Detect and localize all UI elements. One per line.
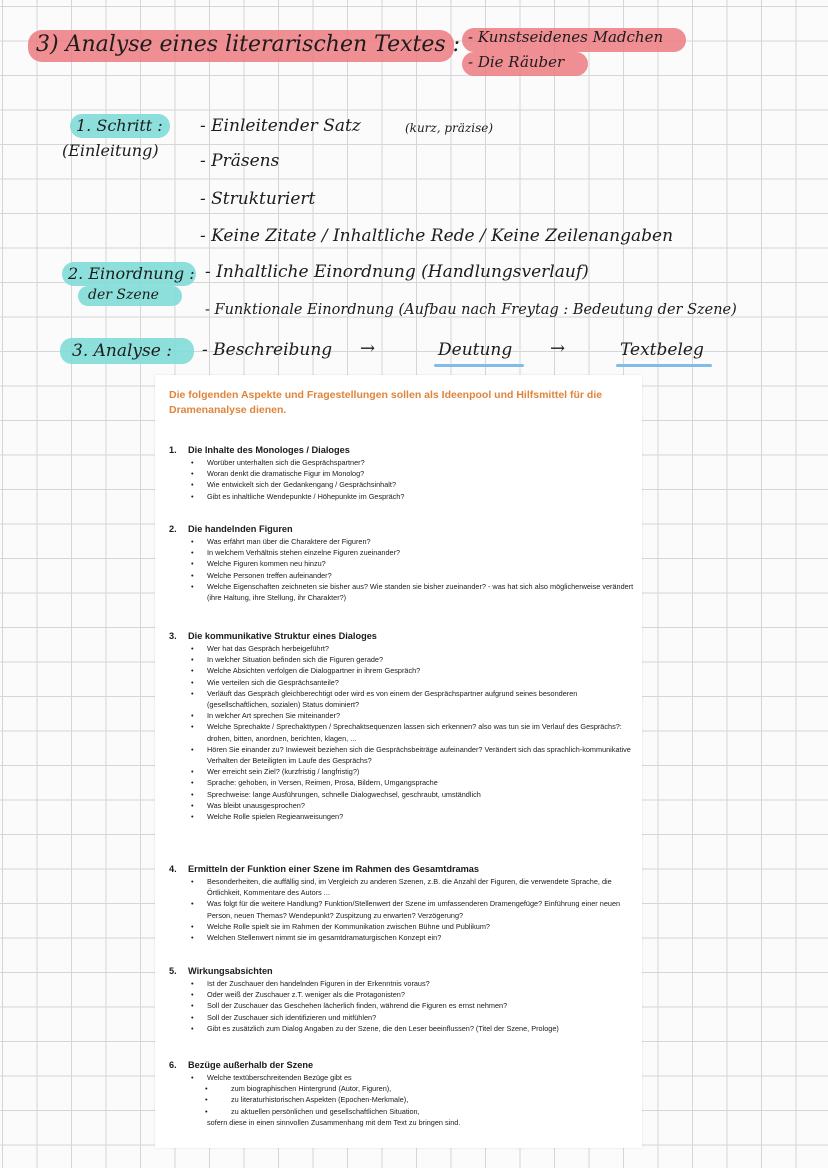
list-item: • Wer erreicht sein Ziel? (kurzfristig / langfristig?) bbox=[169, 766, 639, 777]
section-title: Die handelnden Figuren bbox=[188, 524, 293, 534]
section-title: Bezüge außerhalb der Szene bbox=[188, 1060, 314, 1070]
list-item: • Welche Rolle spielen Regieanweisungen? bbox=[169, 811, 639, 822]
step2-sublabel: der Szene bbox=[88, 287, 159, 303]
step2-label: 2. Einordnung : bbox=[68, 264, 195, 283]
printed-worksheet bbox=[155, 375, 642, 1148]
section-heading bbox=[169, 522, 639, 536]
page-title: 3) Analyse eines literarischen Textes : bbox=[36, 32, 461, 57]
list-item: • Welche Sprechakte / Sprechakttypen / Sprechaktsequenzen lassen sich erkennen? also was tun sie im Verlauf des Gesprächs?: drohen, bitten, anordnen, berichten, klagen, ... bbox=[169, 721, 639, 743]
list-item: • Welchen Stellenwert nimmt sie im gesamtdramaturgischen Konzept ein? bbox=[169, 932, 639, 943]
section-number: 6. bbox=[169, 1060, 177, 1070]
list-item: • Soll der Zuschauer das Geschehen lächerlich finden, während die Figuren es ernst nehmen? bbox=[169, 1000, 639, 1011]
list-item: • Was bleibt unausgesprochen? bbox=[169, 800, 639, 811]
step3-description: - Beschreibung bbox=[202, 340, 333, 360]
step3-label: 3. Analyse : bbox=[72, 341, 172, 361]
list-subitem: • zum biographischen Hintergrund (Autor, Figuren), bbox=[169, 1083, 639, 1094]
step1-label: 1. Schritt : bbox=[76, 116, 163, 135]
worksheet-section bbox=[169, 1058, 639, 1128]
section-number: 2. bbox=[169, 524, 177, 534]
textbeleg-underline bbox=[616, 364, 712, 367]
section-heading bbox=[169, 443, 639, 457]
list-item: • Woran denkt die dramatische Figur im Monolog? bbox=[169, 468, 639, 479]
list-item: • Worüber unterhalten sich die Gesprächspartner? bbox=[169, 457, 639, 468]
list-item: • Verläuft das Gespräch gleichberechtigt oder wird es von einem der Gesprächspartner aufgrund seines besonderen (gesellschaftlichen, sozialen) Status dominiert? bbox=[169, 688, 639, 710]
section-heading bbox=[169, 1058, 639, 1072]
section-number: 3. bbox=[169, 631, 177, 641]
list-subitem: • zu aktuellen persönlichen und gesellschaftlichen Situation, bbox=[169, 1106, 639, 1117]
list-item: • In welcher Art sprechen Sie miteinander? bbox=[169, 710, 639, 721]
list-item: • Gibt es zusätzlich zum Dialog Angaben zu der Szene, die den Leser beeinflussen? (Titel der Szene, Prologe) bbox=[169, 1023, 639, 1034]
list-item: • Besonderheiten, die auffällig sind, im Vergleich zu anderen Szenen, z.B. die Anzahl der Figuren, die verwendete Sprache, die Örtlichkeit, Kommentare des Autors ... bbox=[169, 876, 639, 898]
source-item: - Kunstseidenes Madchen bbox=[468, 28, 664, 46]
step3-interpretation: Deutung bbox=[438, 340, 513, 360]
worksheet-section bbox=[169, 862, 639, 943]
list-item: • Welche Absichten verfolgen die Dialogpartner in ihrem Gespräch? bbox=[169, 665, 639, 676]
section-title: Die Inhalte des Monologes / Dialoges bbox=[188, 445, 350, 455]
list-item: • Hören Sie einander zu? Inwieweit beziehen sich die Gesprächsbeiträge aufeinander? Verändert sich das sprachlich-kommunikative Verhalten der Beteiligten im Laufe des Gesprächs? bbox=[169, 744, 639, 766]
list-item: • Welche Figuren kommen neu hinzu? bbox=[169, 558, 639, 569]
worksheet-section bbox=[169, 443, 639, 502]
step1-item: - Einleitender Satz bbox=[200, 116, 361, 136]
list-item: • Welche textüberschreitenden Bezüge gibt es bbox=[169, 1072, 639, 1083]
step1-item: - Keine Zitate / Inhaltliche Rede / Keine Zeilenangaben bbox=[200, 226, 674, 246]
worksheet-section bbox=[169, 964, 639, 1034]
section-number: 4. bbox=[169, 864, 177, 874]
list-item: • In welchem Verhältnis stehen einzelne Figuren zueinander? bbox=[169, 547, 639, 558]
list-item: • Wie verteilen sich die Gesprächsanteile? bbox=[169, 677, 639, 688]
step1-sublabel: (Einleitung) bbox=[62, 141, 159, 160]
step3-evidence: Textbeleg bbox=[620, 340, 704, 360]
step1-item-note: (kurz, präzise) bbox=[405, 121, 494, 135]
list-item: • Was erfährt man über die Charaktere der Figuren? bbox=[169, 536, 639, 547]
list-subitem: • zu literaturhistorischen Aspekten (Epochen-Merkmale), bbox=[169, 1094, 639, 1105]
section-heading bbox=[169, 862, 639, 876]
worksheet-intro: Die folgenden Aspekte und Fragestellungen sollen als Ideenpool und Hilfsmittel für die Dramenanalyse dienen. bbox=[169, 389, 603, 416]
section-number: 1. bbox=[169, 445, 177, 455]
worksheet-section bbox=[169, 522, 639, 603]
worksheet-section bbox=[169, 629, 639, 822]
arrow-icon: → bbox=[360, 338, 376, 359]
list-item: • Welche Rolle spielt sie im Rahmen der Kommunikation zwischen Bühne und Publikum? bbox=[169, 921, 639, 932]
list-item: • Wie entwickelt sich der Gedankengang / Gesprächsinhalt? bbox=[169, 479, 639, 490]
list-item: • Soll der Zuschauer sich identifizieren und mitfühlen? bbox=[169, 1012, 639, 1023]
deutung-underline bbox=[434, 364, 524, 367]
list-item: • Sprache: gehoben, in Versen, Reimen, Prosa, Bildern, Umgangsprache bbox=[169, 777, 639, 788]
list-item: • Gibt es inhaltliche Wendepunkte / Höhepunkte im Gespräch? bbox=[169, 491, 639, 502]
section-closing: sofern diese in einen sinnvollen Zusammenhang mit dem Text zu bringen sind. bbox=[207, 1117, 461, 1127]
list-item: • Was folgt für die weitere Handlung? Funktion/Stellenwert der Szene im umfassenderen Dramengefüge? Einführung einer neuen Person, neuen Themas? Wendepunkt? Zuspitzung zu erwarten? Verzögerung? bbox=[169, 898, 639, 920]
source-item: - Die Räuber bbox=[468, 53, 565, 71]
list-item: • Welche Personen treffen aufeinander? bbox=[169, 570, 639, 581]
section-number: 5. bbox=[169, 966, 177, 976]
list-item: • Wer hat das Gespräch herbeigeführt? bbox=[169, 643, 639, 654]
section-heading bbox=[169, 964, 639, 978]
list-item: • Sprechweise: lange Ausführungen, schnelle Dialogwechsel, geschraubt, umständlich bbox=[169, 789, 639, 800]
section-title: Wirkungsabsichten bbox=[188, 966, 273, 976]
step1-item: - Strukturiert bbox=[200, 189, 316, 209]
section-title: Die kommunikative Struktur eines Dialoges bbox=[188, 631, 377, 641]
list-item: • Ist der Zuschauer den handelnden Figuren in der Erkenntnis voraus? bbox=[169, 978, 639, 989]
section-title: Ermitteln der Funktion einer Szene im Rahmen des Gesamtdramas bbox=[188, 864, 480, 874]
list-item: • Welche Eigenschaften zeichneten sie bisher aus? Wie standen sie bisher zueinander? - was hat sich also möglicherweise verändert (ihre Haltung, ihre Stellung, ihr Charakter?) bbox=[169, 581, 639, 603]
step2-item: - Inhaltliche Einordnung (Handlungsverlauf) bbox=[205, 262, 589, 282]
list-item: • Oder weiß der Zuschauer z.T. weniger als die Protagonisten? bbox=[169, 989, 639, 1000]
step1-item: - Präsens bbox=[200, 151, 280, 171]
arrow-icon: → bbox=[550, 338, 566, 359]
step2-item: - Funktionale Einordnung (Aufbau nach Freytag : Bedeutung der Szene) bbox=[205, 302, 737, 318]
list-item: • In welcher Situation befinden sich die Figuren gerade? bbox=[169, 654, 639, 665]
section-heading bbox=[169, 629, 639, 643]
